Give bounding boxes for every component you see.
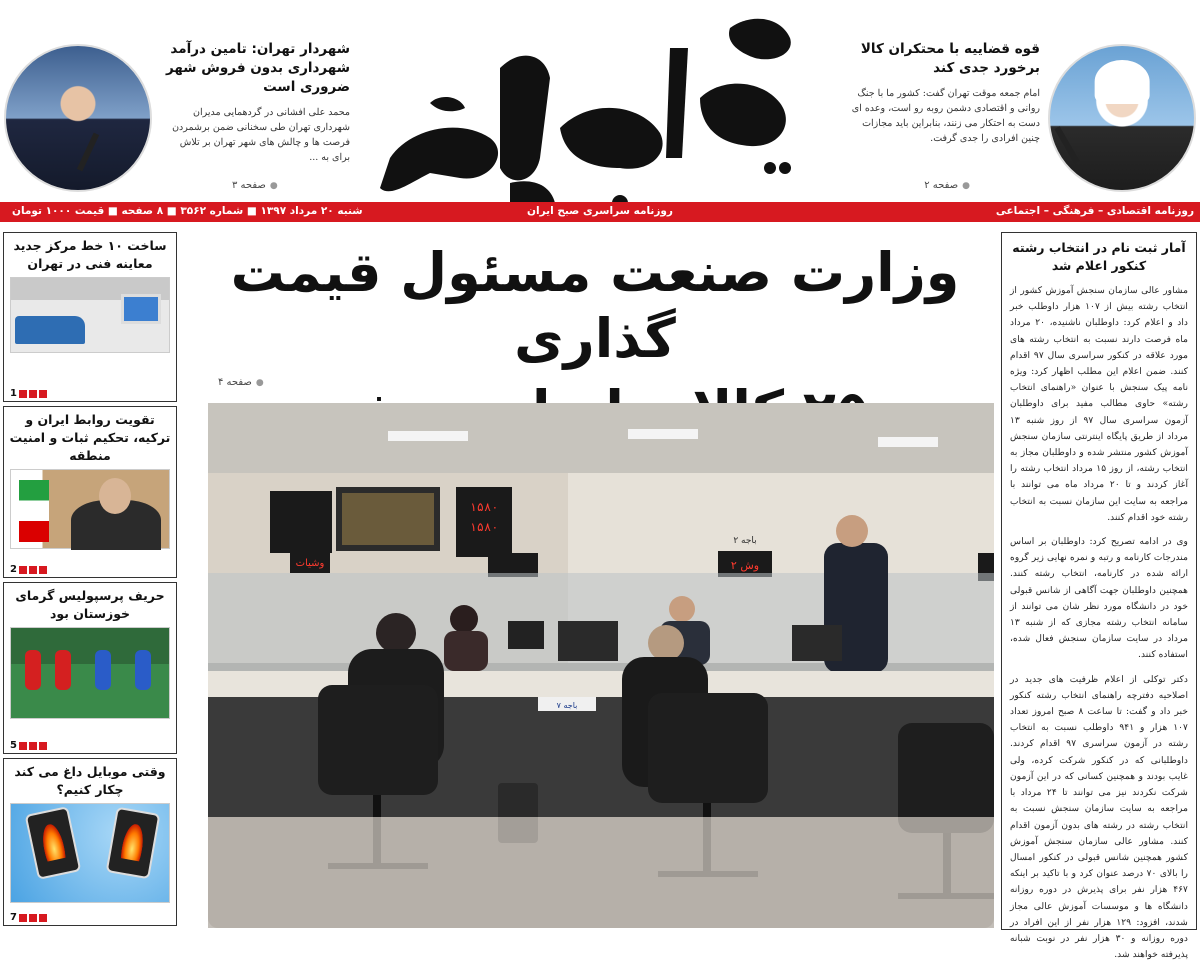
queue-display (270, 491, 332, 553)
monitor (508, 621, 544, 649)
band-subtitle: روزنامه سراسری صبح ایران (527, 205, 673, 217)
ceiling-light (878, 437, 938, 447)
left-story-1-headline[interactable]: ساخت ۱۰ خط مرکز جدید معاینه فنی در تهران (13, 238, 167, 271)
floor (208, 817, 994, 928)
left-column (0, 232, 180, 932)
left-story-4[interactable] (3, 758, 177, 926)
clerk (444, 631, 488, 671)
right-side-story[interactable] (850, 40, 1040, 146)
main-page-ref[interactable]: ● صفحه ۴ (218, 377, 264, 388)
left-side-story[interactable] (160, 40, 350, 165)
counter-label-text: باجه ۷ (556, 701, 578, 710)
official-thumbnail[interactable] (10, 469, 170, 549)
info-band (0, 202, 1200, 222)
tv-picture (342, 493, 434, 545)
right-column-paragraph-1: مشاور عالی سازمان سنجش آموزش کشور از انتخاب رشته بیش از ۱۰۷ هزار داوطلب خبر داد و اعلام کرد: داوطلبان ناشنیده، ۲۰ مرداد ماه فرصت دارند نسبت به انتخاب رشته های مورد علاقه در کنکور سراسری سال ۹۷ اقدام کنند. ضمن اعلام این مطلب اظهار کرد: ویژه نامه پیک سنجش با عنوان «راهنمای انتخاب رشته» حاوی مطالب مفید برای داوطلبان آزمون سراسری سال ۹۷ از روز شنبه ۱۳ مرداد از طریق پایگاه اینترنتی سازمان سنجش آموزش کشور منتشر شده و داوطلبان مجاز به انتخاب رشته، از روز ۱۵ مرداد انتخاب رشته را آغاز کردند و تا ۲۰ مرداد ماه می توانند با مراجعه به سایت این سازمان نسبت به انتخاب رشته خود اقدام کنند. (1010, 285, 1189, 523)
football-thumbnail[interactable] (10, 627, 170, 719)
left-story-body: محمد علی افشانی در گردهمایی مدیران شهرداری تهران طی سخنانی ضمن برشمردن فرصت ها و چالش های شهر تهران بر تلاش برای به ... (172, 107, 350, 163)
newspaper-logo (370, 8, 830, 218)
fire-icon (120, 823, 146, 862)
left-story-3-headline[interactable]: حریف پرسپولیس گرمای خوزستان بود (15, 588, 165, 621)
ceiling (208, 403, 994, 473)
customer-head (376, 613, 416, 653)
clerk-head (669, 596, 695, 622)
phone-icon (106, 807, 161, 880)
left-story-4-page: 7 (10, 912, 47, 923)
counter-led-text: وش ۲ (730, 559, 760, 572)
monitor (558, 621, 618, 661)
right-column-headline[interactable]: آمار ثبت نام در انتخاب رشته کنکور اعلام شد (1012, 240, 1186, 273)
left-story-2-page: 2 (10, 564, 47, 575)
mayor-portrait (4, 44, 152, 192)
player-red-shape (25, 650, 41, 690)
right-column-paragraph-2: وی در ادامه تصریح کرد: داوطلبان بر اساس مندرجات کارنامه و رتبه و نمره نهایی زیر گروه ارائه شده در کارنامه، انتخاب رشته کنند. همچنین داوطلبان جهت آگاهی از شانس قبولی خود در دانشگاه مورد نظر شان می توانند از سامانه انتخاب رشته مجازی که از شنبه ۱۳ مرداد در سایت سازمان سنجش فعال شده، استفاده کنند. (1010, 536, 1188, 661)
right-story-body: امام جمعه موقت تهران گفت: کشور ما با جنگ روانی و اقتصادی دشمن روبه رو است، وعده ای دست به احتکار می زنند، بنابراین باید مجازات چنین افرادی را جدی گرفت. (851, 88, 1040, 144)
right-column-story[interactable] (1001, 232, 1197, 961)
main-headline-line-1[interactable]: وزارت صنعت مسئول قیمت گذاری (230, 241, 960, 370)
fire-icon (39, 822, 66, 861)
main-photo[interactable] (208, 403, 994, 928)
left-story-4-headline[interactable]: وقتی موبایل داغ می کند چکار کنیم؟ (14, 764, 166, 797)
counter-sign: باجه ۲ (733, 536, 757, 546)
led-number: ۱۵۸۰ (469, 520, 499, 534)
customer-head (648, 625, 684, 661)
player-blue-shape (95, 650, 111, 690)
left-story-3-page: 5 (10, 740, 47, 751)
hot-phone-thumbnail[interactable] (10, 803, 170, 903)
left-story-2[interactable] (3, 406, 177, 578)
inspection-center-thumbnail[interactable] (10, 277, 170, 353)
ceiling-light (628, 429, 698, 439)
left-story-1[interactable] (3, 232, 177, 402)
microphone-icon (1055, 126, 1080, 164)
counter-led-text: وشیات (295, 558, 325, 569)
left-story-headline[interactable]: شهردار تهران: تامین درآمد شهرداری بدون فروش شهر ضروری است (165, 41, 350, 95)
cleric-portrait (1048, 44, 1196, 192)
phone-icon (25, 806, 82, 880)
band-tagline: روزنامه اقتصادی – فرهنگی – اجتماعی (995, 205, 1194, 217)
left-story-page-ref[interactable]: ● صفحه ۳ (232, 180, 278, 191)
truck-shape (15, 316, 85, 344)
player-blue-shape (135, 650, 151, 690)
left-story-3[interactable] (3, 582, 177, 754)
turban-shape (1095, 60, 1150, 103)
ceiling-light (388, 431, 468, 441)
right-column-paragraph-3: دکتر توکلی از اعلام ظرفیت های جدید در اصلاحیه دفترچه راهنمای انتخاب رشته کنکور خبر داد و گفت: تا ساعت ۸ صبح امروز تعداد ۱۰۷ هزار و ۹۴۱ داوطلب نسبت به انتخاب رشته در آزمون سراسری ۹۷ اقدام کردند. داوطلبانی که در کنکور شرکت کرده، ولی غایب بودند و همچنین کسانی که در این آزمون شرکت نکردند نیز می توانند تا ۲۴ مرداد با مراجعه به سایت سازمان سنجش نسبت به انتخاب رشته در رشته های بدون آزمون اقدام کنند. مشاور عالی سازمان سنجش آموزش کشور همچنین شانس قبولی در کنکور امسال را بالای ۷۰ درصد عنوان کرد و با تاکید بر اینکه ۴۶۷ هزار نفر برای پذیرش در دوره روزانه دانشگاه ها و موسسات آموزش عالی مجاز شدند، افزود: ۱۲۹ هزار نفر از این افراد در دوره روزانه و ۳۰ هزار نفر در نوبت شبانه پذیرفته خواهند شد. (1010, 673, 1189, 961)
player-red-shape (55, 650, 71, 690)
monitor-shape (121, 294, 161, 324)
microphone-icon (77, 133, 99, 172)
led-number: ۱۵۸۰ (469, 500, 499, 514)
right-story-headline[interactable]: قوه قضاییه با محتکران کالا برخورد جدی کند (860, 41, 1040, 76)
monitor (792, 625, 842, 661)
clerk-head (450, 605, 478, 633)
right-story-page-ref[interactable]: ● صفحه ۲ (924, 180, 970, 191)
standing-man-head (836, 515, 868, 547)
iran-flag-icon (19, 480, 49, 542)
band-issue-info: شنبه ۲۰ مرداد ۱۳۹۷ ■ شماره ۳۵۶۲ ■ ۸ صفحه ■ قیمت ۱۰۰۰ تومان (12, 205, 363, 217)
person-head-shape (99, 478, 131, 514)
left-story-1-page: 1 (10, 388, 47, 399)
left-story-2-headline[interactable]: تقویت روابط ایران و ترکیه، تحکیم ثبات و امنیت منطقه (9, 412, 171, 463)
